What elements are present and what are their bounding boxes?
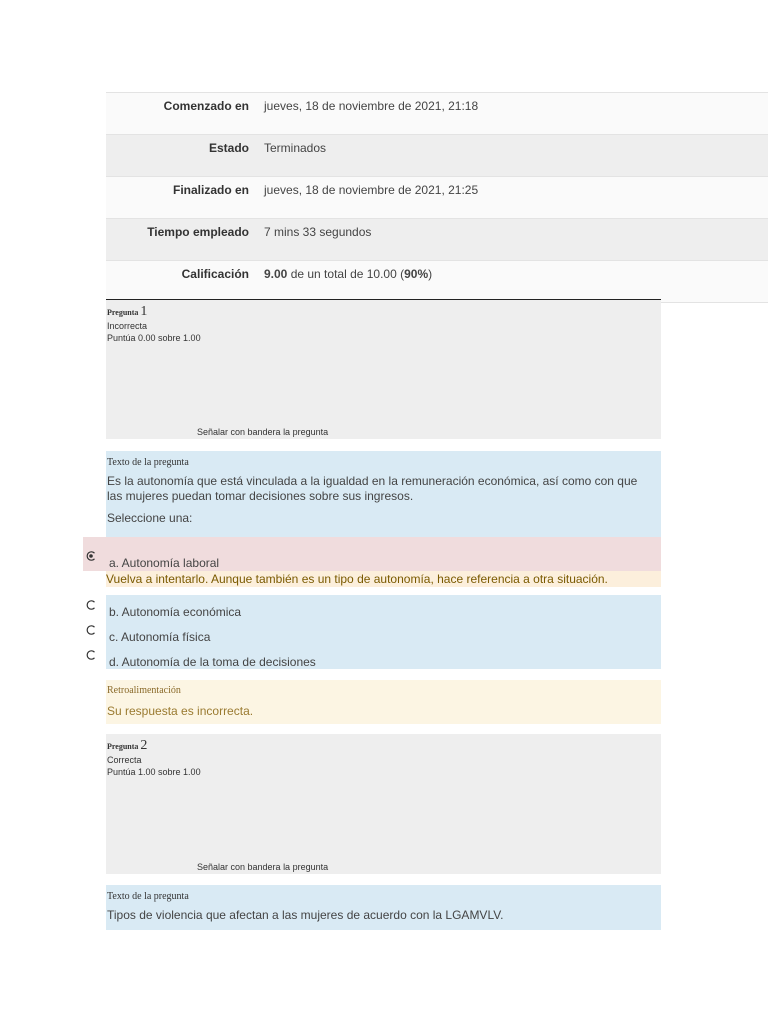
answer-option-b[interactable]: b. Autonomía económica — [109, 605, 242, 619]
summary-label: Finalizado en — [172, 183, 249, 197]
summary-value: jueves, 18 de noviembre de 2021, 21:25 — [264, 183, 479, 197]
question-number — [107, 304, 147, 320]
attempt-summary-table — [106, 92, 768, 303]
summary-value: Terminados — [264, 141, 327, 155]
grade-score: 9.00 — [264, 267, 288, 281]
summary-grade-value — [249, 261, 432, 281]
question-grade: Puntúa 0.00 sobre 1.00 — [107, 333, 201, 343]
feedback-heading: Retroalimentación — [107, 685, 181, 696]
summary-row-state — [106, 135, 768, 177]
flag-question-link[interactable]: Señalar con bandera la pregunta — [197, 427, 329, 437]
question-number — [107, 738, 147, 754]
summary-row-finished — [106, 177, 768, 219]
answer-option-c[interactable]: c. Autonomía física — [109, 630, 211, 644]
grade-close-paren: ) — [428, 267, 433, 281]
radio-checked-icon[interactable] — [85, 550, 95, 560]
question-num: 1 — [140, 304, 148, 319]
summary-value: 7 mins 33 segundos — [264, 225, 372, 239]
flag-question-link[interactable]: Señalar con bandera la pregunta — [197, 862, 329, 872]
question-1-info — [106, 299, 661, 439]
question-text-heading: Texto de la pregunta — [107, 457, 189, 468]
radio-unchecked-icon[interactable] — [85, 599, 95, 609]
summary-row-started — [106, 93, 768, 135]
summary-row-grade — [106, 261, 768, 303]
grade-total: de un total de 10.00 ( — [287, 267, 405, 281]
radio-unchecked-icon[interactable] — [85, 649, 95, 659]
answer-prompt: Seleccione una: — [107, 511, 193, 525]
question-state: Correcta — [107, 755, 142, 765]
summary-row-time-taken — [106, 219, 768, 261]
question-text: Es la autonomía que está vinculada a la igualdad en la remuneración económica, así como con que las mujeres puedan tomar decisiones sobre sus ingresos. — [107, 474, 638, 503]
question-num: 2 — [140, 738, 148, 753]
question-grade: Puntúa 1.00 sobre 1.00 — [107, 767, 201, 777]
summary-value: jueves, 18 de noviembre de 2021, 21:18 — [264, 99, 479, 113]
summary-label: Estado — [208, 141, 249, 155]
answer-option-a[interactable]: a. Autonomía laboral — [109, 556, 220, 570]
question-word: Pregunta — [107, 308, 139, 317]
radio-unchecked-icon[interactable] — [85, 624, 95, 634]
question-text: Tipos de violencia que afectan a las mujeres de acuerdo con la LGAMVLV. — [107, 908, 504, 922]
summary-label: Calificación — [181, 267, 249, 281]
question-text-heading: Texto de la pregunta — [107, 891, 189, 902]
question-1-text-box — [106, 451, 661, 537]
grade-percent: 90% — [404, 267, 429, 281]
question-word: Pregunta — [107, 742, 139, 751]
feedback-text: Su respuesta es incorrecta. — [107, 704, 254, 718]
question-2-info — [106, 734, 661, 874]
general-feedback-box — [106, 680, 661, 724]
question-2-text-box — [106, 885, 661, 930]
specific-feedback: Vuelva a intentarlo. Aunque también es un tipo de autonomía, hace referencia a otra situación. — [106, 571, 661, 587]
summary-label: Tiempo empleado — [147, 225, 249, 239]
answer-option-d[interactable]: d. Autonomía de la toma de decisiones — [109, 655, 316, 669]
summary-label: Comenzado en — [163, 99, 249, 113]
question-state: Incorrecta — [107, 321, 148, 331]
